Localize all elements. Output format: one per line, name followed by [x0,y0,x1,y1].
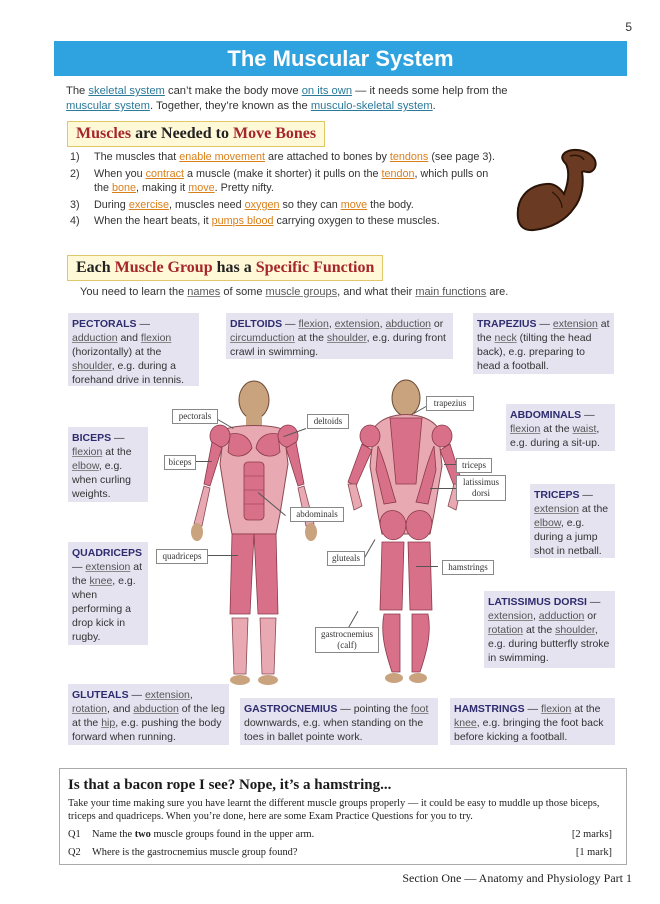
skeletal-system-link[interactable]: skeletal system [88,85,165,97]
musculo-skeletal-link[interactable]: musculo-skeletal system [310,100,433,112]
muscle-groups-link[interactable]: muscle groups [265,286,338,298]
list-item: 2) When you contract a muscle (make it shorter) it pulls on the tendon, which pulls on the bone, making it move. Pretty nifty. [70,167,489,194]
section-footer: Section One — Anatomy and Physiology Part 1 [402,871,632,885]
gluteals-box: GLUTEALS — extension, rotation, and abduction of the leg at the hip, e.g. pushing the body forward when running. [68,684,229,745]
list-item: 1) The muscles that enable movement are attached to bones by tendons (see page 3). [70,151,495,163]
label-gastrocnemius: gastrocnemius (calf) [315,627,379,653]
abdominals-box: ABDOMINALS — flexion at the waist, e.g. during a sit-up. [506,404,615,451]
exam-practice-box [59,768,627,865]
trapezius-box: TRAPEZIUS — extension at the neck (tilting the head back), e.g. preparing to head a football. [473,313,614,374]
quadriceps-box: QUADRICEPS — extension at the knee, e.g. when performing a drop kick in rugby. [68,542,148,645]
label-triceps: triceps [456,458,492,473]
quadriceps-leader [208,555,238,556]
triceps-box: TRICEPS — extension at the elbow, e.g. during a jump shot in netball. [530,484,615,558]
tendons-link[interactable]: tendons [389,151,429,163]
latissimus-dorsi-box: LATISSIMUS DORSI — extension, adduction or rotation at the shoulder, e.g. during butterfly stroke in swimming. [484,591,615,668]
muscular-system-link[interactable]: muscular system [66,100,150,112]
biceps-box: BICEPS — flexion at the elbow, e.g. when curling weights. [68,427,148,502]
main-functions-link[interactable]: main functions [415,286,487,298]
label-quadriceps: quadriceps [156,549,208,564]
oxygen-link[interactable]: oxygen [244,198,280,211]
bone-link[interactable]: bone [112,182,137,194]
label-abdominals: abdominals [290,507,344,522]
biceps-leader [196,461,212,462]
page-title: The Muscular System [54,41,627,76]
intro-paragraph: The skeletal system can’t make the body move on its own — it needs some help from the muscular system. Together, they’re known as the musculo-skeletal system. [66,85,508,112]
exam-question-2: Q2 Where is the gastrocnemius muscle group found? [1 mark] [68,847,612,858]
exercise-link[interactable]: exercise [128,198,170,211]
contract-link[interactable]: contract [145,167,185,180]
deltoids-box: DELTOIDS — flexion, extension, abduction or circumduction at the shoulder, e.g. during front crawl in swimming. [226,313,453,359]
muscle-groups-intro: You need to learn the names of some muscle groups, and what their main functions are. [80,286,509,298]
exam-question-1: Q1 Name the two muscle groups found in the upper arm. [2 marks] [68,829,612,840]
label-pectorals: pectorals [172,409,218,424]
pumps-blood-link[interactable]: pumps blood [211,215,274,227]
exam-intro: Take your time making sure you have learnt the different muscle groups properly — it could be easy to muddle up those biceps, triceps and quadriceps. When you’re done, here are some Exam Practice Questions for you to try. [68,798,600,822]
muscles-facts-list [66,150,506,231]
label-hamstrings: hamstrings [442,560,494,575]
pectorals-box: PECTORALS — adduction and flexion (horizontally) at the shoulder, e.g. during a forehand drive in tennis. [68,313,199,386]
list-item: 4) When the heart beats, it pumps blood carrying oxygen to these muscles. [70,215,440,227]
gastrocnemius-box: GASTROCNEMIUS — pointing the foot downwards, e.g. when standing on the toes in ballet pointe work. [240,698,438,745]
names-link[interactable]: names [187,286,221,298]
list-item: 3) During exercise, muscles need oxygen so they can move the body. [70,198,414,211]
label-trapezius: trapezius [426,396,474,411]
exam-title: Is that a bacon rope I see? Nope, it’s a hamstring... [68,777,392,793]
front-body-figure [191,381,317,685]
move-body-link[interactable]: move [340,198,368,211]
label-latissimus-dorsi: latissimus dorsi [456,475,506,501]
label-gluteals: gluteals [327,551,365,566]
section-heading-move-bones: Muscles are Needed to Move Bones [67,121,325,147]
hamstrings-box: HAMSTRINGS — flexion at the knee, e.g. bringing the foot back before kicking a football. [450,698,615,745]
enable-movement-link[interactable]: enable movement [179,151,266,163]
tendon-link[interactable]: tendon [381,167,415,180]
on-its-own-link[interactable]: on its own [301,85,353,97]
label-deltoids: deltoids [307,414,349,429]
move-link[interactable]: move [188,182,215,194]
hamstrings-leader [416,566,438,567]
label-biceps: biceps [164,455,196,470]
page-number: 5 [625,20,632,34]
flexed-arm-icon [512,148,604,234]
section-heading-specific-function: Each Muscle Group has a Specific Function [67,255,383,281]
latissimus-leader [430,488,456,489]
